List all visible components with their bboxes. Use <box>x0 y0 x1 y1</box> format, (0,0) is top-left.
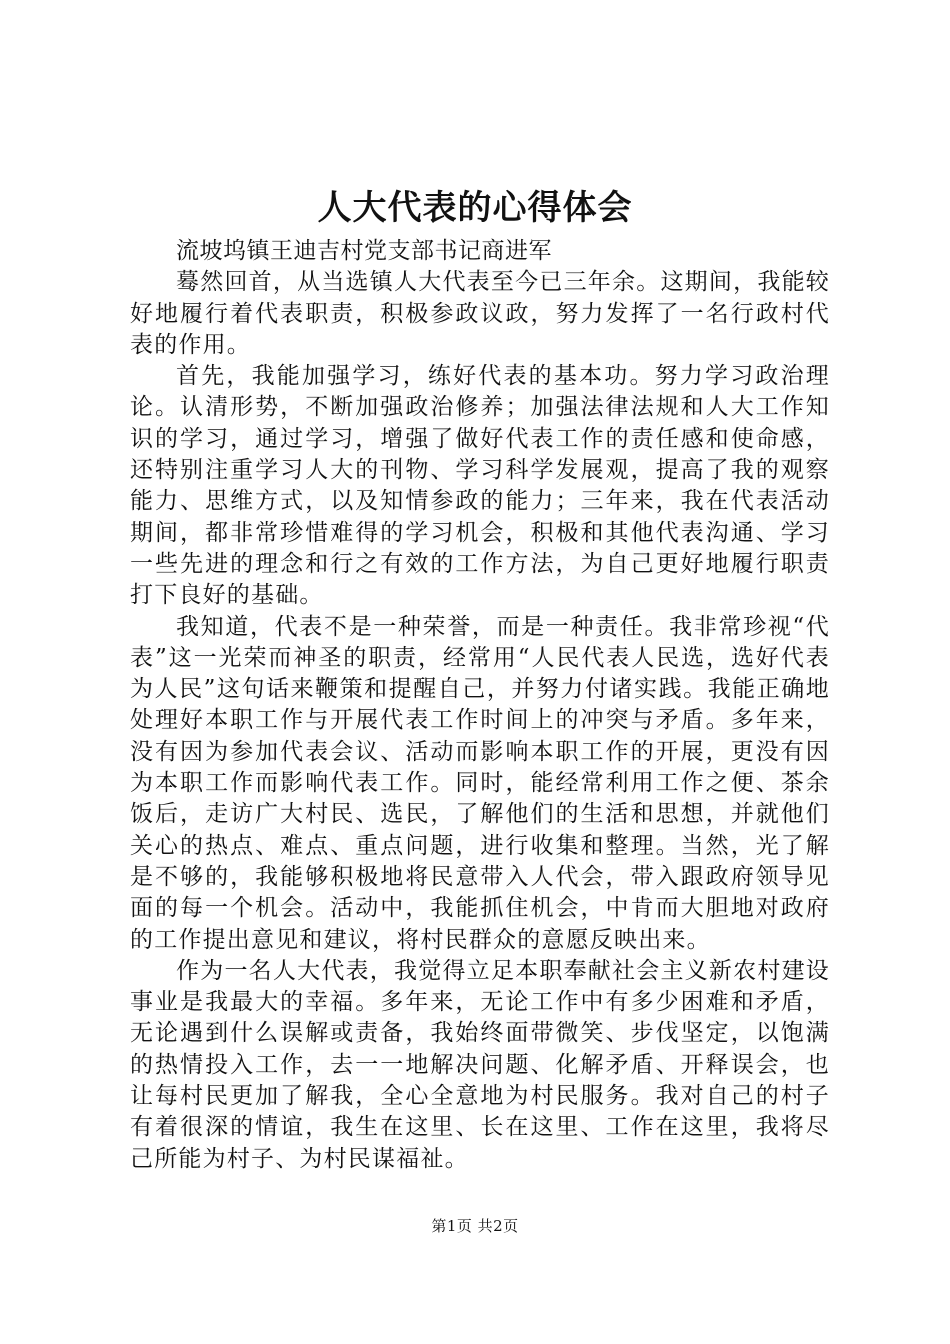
paragraph-intro: 蓦然回首，从当选镇人大代表至今已三年余。这期间，我能较好地履行着代表职责，积极参政议政，努力发挥了一名行政村代表的作用。 <box>130 269 830 358</box>
document-title: 人大代表的心得体会 <box>317 188 633 228</box>
paragraph-responsibility: 我知道，代表不是一种荣誉，而是一种责任。我非常珍视“代表”这一光荣而神圣的职责，经常用“人民代表人民选，选好代表为人民”这句话来鞭策和提醒自己，并努力付诸实践。我能正确地处理好本职工作与开展代表工作时间上的冲突与矛盾。多年来，没有因为参加代表会议、活动而影响本职工作的开展，更没有因为本职工作而影响代表工作。同时，能经常利用工作之便、茶余饭后，走访广大村民、选民，了解他们的生活和思想，并就他们关心的热点、难点、重点问题，进行收集和整理。当然，光了解是不够的，我能够积极地将民意带入人代会，带入跟政府领导见面的每一个机会。活动中，我能抓住机会，中肯而大胆地对政府的工作提出意见和建议，将村民群众的意愿反映出来。 <box>130 613 830 953</box>
document-body <box>130 236 830 1175</box>
paragraph-service: 作为一名人大代表，我觉得立足本职奉献社会主义新农村建设事业是我最大的幸福。多年来，无论工作中有多少困难和矛盾，无论遇到什么误解或责备，我始终面带微笑、步伐坚定，以饱满的热情投入工作，去一一地解决问题、化解矛盾、开释误会，也让每村民更加了解我，全心全意地为村民服务。我对自己的村子有着很深的情谊，我生在这里、长在这里、工作在这里，我将尽己所能为村子、为村民谋福祉。 <box>130 957 830 1172</box>
paragraph-study: 首先，我能加强学习，练好代表的基本功。努力学习政治理论。认清形势，不断加强政治修养；加强法律法规和人大工作知识的学习，通过学习，增强了做好代表工作的责任感和使命感，还特别注重学习人大的刊物、学习科学发展观，提高了我的观察能力、思维方式，以及知情参政的能力；三年来，我在代表活动期间，都非常珍惜难得的学习机会，积极和其他代表沟通、学习一些先进的理念和行之有效的工作方法，为自己更好地履行职责打下良好的基础。 <box>130 363 830 609</box>
page-footer: 第1页 共2页 <box>431 1217 519 1235</box>
author-line: 流坡坞镇王迪吉村党支部书记商进军 <box>176 238 552 264</box>
